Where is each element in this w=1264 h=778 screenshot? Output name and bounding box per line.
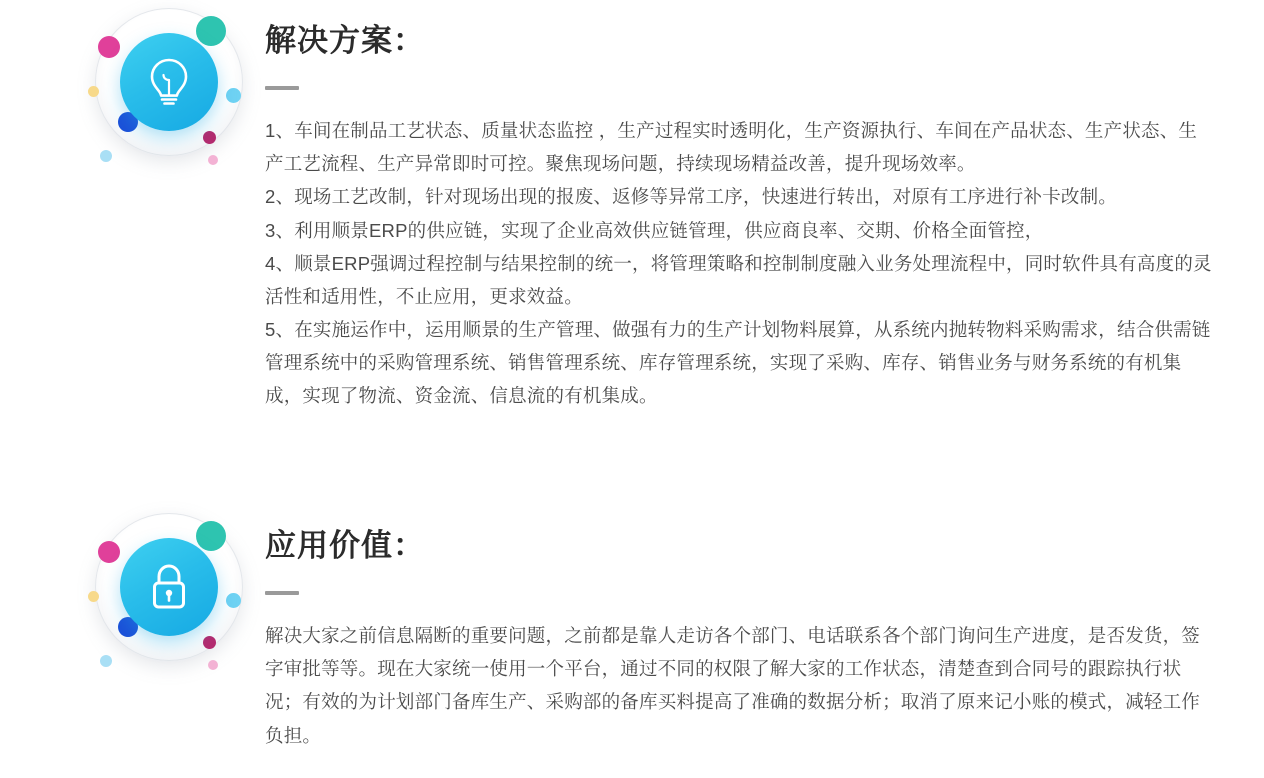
solution-content [265,0,1264,412]
solution-icon-badge [0,0,265,170]
value-content [265,505,1264,752]
value-paragraph: 解决大家之前信息隔断的重要问题，之前都是靠人走访各个部门、电话联系各个部门询问生产进度，是否发货，签字审批等等。现在大家统一使用一个平台，通过不同的权限了解大家的工作状态，清楚查到合同号的跟踪执行状况；有效的为计划部门备库生产、采购部的备库买料提高了准确的数据分析；取消了原来记小账的模式，减轻工作负担。 [265,625,1201,746]
decor-dot-light-blue [100,655,112,667]
page-title-solution: 解决方案： [265,23,425,58]
solution-paragraph: 4、顺景ERP强调过程控制与结果控制的统一，将管理策略和控制制度融入业务处理流程中，同时软件具有高度的灵活性和适用性，不止应用，更求效益。 [265,252,1212,307]
section-value [0,505,1264,752]
decor-dot-light-blue [100,150,112,162]
decor-dot-light-pink [208,155,218,165]
decor-dot-sky [226,593,241,608]
page-title-value: 应用价值： [265,528,425,563]
solution-body [265,114,1212,412]
decor-dot-cream [88,591,99,602]
decor-dot-pink [98,541,120,563]
decor-dot-plum [203,131,216,144]
decor-dot-pink [98,36,120,58]
decor-dot-light-pink [208,660,218,670]
solution-paragraph: 1、车间在制品工艺状态、质量状态监控 ，生产过程实时透明化，生产资源执行、车间在产品状态、生产状态、生产工艺流程、生产异常即时可控。聚焦现场问题，持续现场精益改善，提升现场效率。 [265,120,1198,175]
solution-paragraph: 5、在实施运作中，运用顺景的生产管理、做强有力的生产计划物料展算，从系统内抛转物料采购需求，结合供需链管理系统中的采购管理系统、销售管理系统、库存管理系统，实现了采购、库存、销售业务与财务系统的有机集成，实现了物流、资金流、信息流的有机集成。 [265,318,1211,407]
decor-dot-teal [196,521,226,551]
solution-paragraph: 3、利用顺景ERP的供应链，实现了企业高效供应链管理，供应商良率、交期、价格全面管控， [265,219,1044,241]
solution-paragraph: 2、现场工艺改制，针对现场出现的报废、返修等异常工序，快速进行转出，对原有工序进行补卡改制。 [265,186,1117,208]
value-body [265,619,1212,751]
decor-dot-cream [88,86,99,97]
value-icon-badge [0,505,265,675]
lock-icon [120,538,218,636]
decor-dot-teal [196,16,226,46]
title-underline-solution [265,86,299,90]
lightbulb-icon [120,33,218,131]
title-underline-value [265,591,299,595]
decor-dot-sky [226,88,241,103]
decor-dot-plum [203,636,216,649]
